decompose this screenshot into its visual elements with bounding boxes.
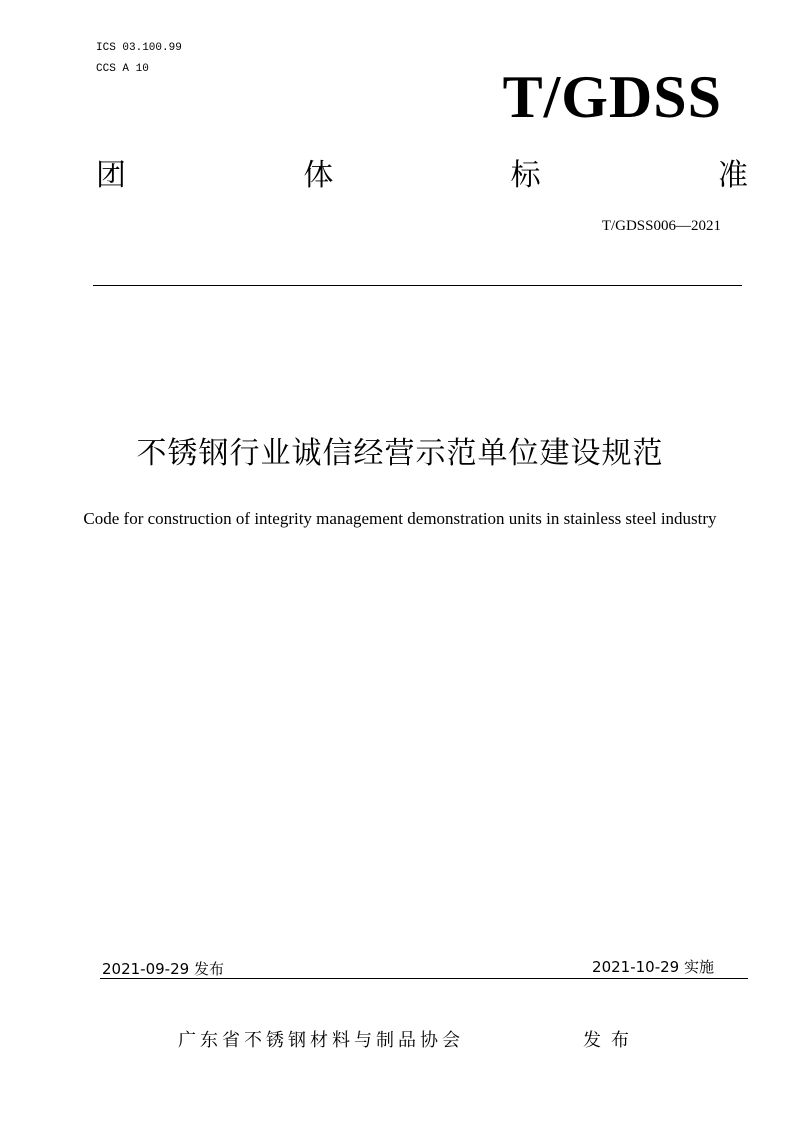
category-char: 体: [303, 158, 334, 193]
title-english: Code for construction of integrity management demonstration units in stainless steel industry: [83, 509, 717, 528]
publish-date: 2021-09-29 发布: [102, 960, 224, 978]
standard-logo: T/GDSS: [502, 64, 722, 130]
bottom-divider: [100, 978, 748, 979]
standard-number: T/GDSS006—2021: [601, 218, 721, 234]
title-chinese: 不锈钢行业诚信经营示范单位建设规范: [136, 436, 664, 471]
issuing-organization: 广东省不锈钢材料与制品协会: [178, 1030, 464, 1051]
ccs-code: CCS A 10: [96, 63, 149, 75]
top-divider: [93, 285, 742, 286]
category-char: 标: [510, 158, 541, 193]
implement-date: 2021-10-29 实施: [592, 958, 714, 976]
category-char: 团: [96, 158, 126, 193]
ics-code: ICS 03.100.99: [96, 42, 182, 54]
category-char: 准: [717, 158, 748, 193]
standard-category: [96, 156, 748, 196]
issue-label: 发布: [583, 1030, 639, 1051]
